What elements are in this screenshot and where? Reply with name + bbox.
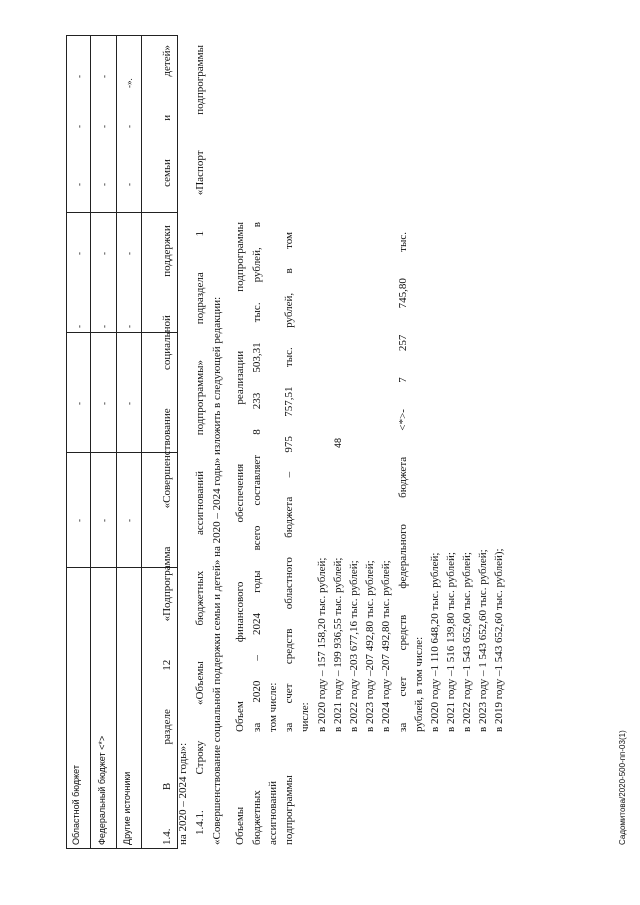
table-cell: - [124,402,134,405]
table-cell: - [124,325,134,328]
table-cell: - [74,183,84,186]
passport-label-line: ассигнований [267,780,279,845]
passport-value-line: в 2024 году –207 492,80 тыс. рублей; [380,560,392,732]
table-cell: - [74,252,84,255]
table-cell: - [124,183,134,186]
table-cell: - [124,125,134,128]
passport-value-line: Объем финансового обеспечения реализации подпрограммы [234,222,246,732]
table-row-divider [116,35,117,849]
table-cell: -». [124,78,134,88]
table-cell: - [99,325,109,328]
page-number: 48 [333,437,343,448]
table-cell: - [74,402,84,405]
passport-value-line: за счет средств федерального бюджета <*>- 7 257 745,80 тыс. [397,232,409,732]
paragraph-1-line-2: на 2020 – 2024 годы»: [177,742,189,845]
passport-value-line: в 2021 году – 199 936,55 тыс. рублей; [332,557,344,732]
passport-label-line: подпрограммы [283,775,295,845]
passport-value-line: в 2021 году –1 516 139,80 тыс. рублей; [445,552,457,732]
paragraph-2-line-1: 1.4.1. Строку «Объемы бюджетных ассигнований подпрограммы» подраздела 1 «Паспорт подпрограммы [194,45,206,835]
passport-value-line: числе: [299,702,311,732]
table-border-bottom [66,848,178,849]
passport-value-line: в 2023 году – 1 543 652,60 тыс. рублей; [477,549,489,732]
footer-code: Садомитова/2020-500-пп-03(1) [618,730,627,845]
table-outer-border [177,35,178,849]
passport-value-line: за 2020 – 2024 годы всего составляет 8 233 503,31 тыс. рублей, в [251,222,263,732]
table-cell: - [99,402,109,405]
table-row-label: Другие источники [122,771,132,845]
table-cell: - [99,252,109,255]
table-cell: - [99,519,109,522]
table-row-divider [90,35,91,849]
table-cell: - [74,75,84,78]
passport-label-line: бюджетных [251,790,263,845]
passport-value-line: том числе: [267,682,279,732]
table-border-right [141,35,142,849]
table-cell: - [124,252,134,255]
passport-label-line: Объемы [234,806,246,845]
passport-value-line: в 2022 году –203 677,16 тыс. рублей; [348,560,360,732]
table-cell: - [124,519,134,522]
passport-value-line: в 2023 году –207 492,80 тыс. рублей; [364,560,376,732]
table-row-label: Федеральный бюджет <*> [97,735,107,845]
table-border-top [66,35,178,36]
passport-value-line: в 2022 году –1 543 652,60 тыс. рублей; [461,552,473,732]
paragraph-1-line-1: 1.4. В разделе 12 «Подпрограмма «Совершенствование социальной поддержки семьи и детей» [161,45,173,845]
table-cell: - [74,125,84,128]
passport-value-line: в 2020 году –1 110 648,20 тыс. рублей; [429,552,441,732]
passport-value-line: в 2020 году – 157 158,20 тыс. рублей; [316,557,328,732]
passport-value-line: за счет средств областного бюджета – 975 757,51 тыс. рублей, в том [283,232,295,732]
passport-value-line: рублей, в том числе: [413,636,425,732]
table-row-label: Областной бюджет [71,765,81,845]
passport-value-line: в 2019 году –1 543 652,60 тыс. рублей); [493,548,505,732]
table-cell: - [74,519,84,522]
table-cell: - [99,75,109,78]
paragraph-2-line-2: «Совершенствование социальной поддержки семьи и детей» на 2020 – 2024 годы» изложить в следующей редакции: [211,296,223,845]
table-cell: - [99,125,109,128]
table-cell: - [74,325,84,328]
table-border-left [66,35,67,849]
table-cell: - [99,183,109,186]
